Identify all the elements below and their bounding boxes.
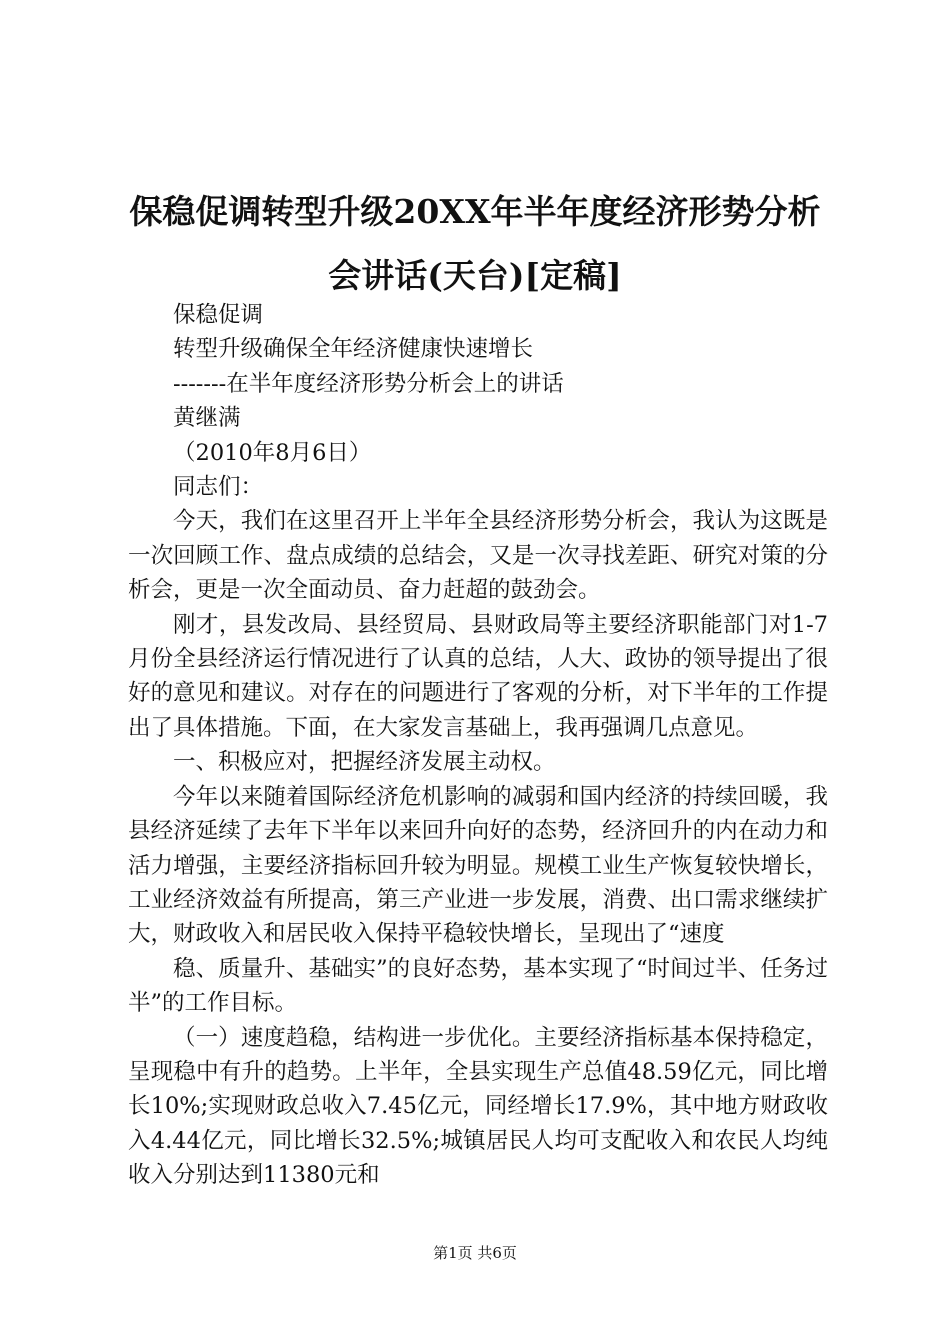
paragraph: 今天，我们在这里召开上半年全县经济形势分析会，我认为这既是一次回顾工作、盘点成绩的总结会，又是一次寻找差距、研究对策的分析会，更是一次全面动员、奋力赶超的鼓劲会。 [128, 508, 828, 604]
page-footer: 第1页 共6页 [433, 1244, 517, 1262]
paragraph: 今年以来随着国际经济危机影响的减弱和国内经济的持续回暖，我县经济延续了去年下半年以来回升向好的态势，经济回升的内在动力和活力增强，主要经济指标回升较为明显。规模工业生产恢复较快增长，工业经济效益有所提高，第三产业进一步发展，消费、出口需求继续扩大，财政收入和居民收入保持平稳较快增长，呈现出了“速度 [128, 783, 828, 948]
paragraph: （一）速度趋稳，结构进一步优化。主要经济指标基本保持稳定，呈现稳中有升的趋势。上半年，全县实现生产总值48.59亿元，同比增长10%;实现财政总收入7.45亿元，同经增长17.9%，其中地方财政收入4.44亿元，同比增长32.5%;城镇居民人均可支配收入和农民人均纯收入分别达到11380元和 [128, 1024, 828, 1189]
heading-line-2: 转型升级确保全年经济健康快速增长 [173, 336, 534, 363]
paragraph: 稳、质量升、基础实”的良好态势，基本实现了“时间过半、任务过半”的工作目标。 [128, 955, 828, 1017]
speech-date: （2010年8月6日） [173, 439, 372, 466]
document-body [128, 298, 828, 1193]
section-heading: 一、积极应对，把握经济发展主动权。 [173, 749, 556, 776]
heading-line-3: -------在半年度经济形势分析会上的讲话 [173, 370, 564, 397]
salutation: 同志们： [173, 474, 264, 501]
paragraph: 刚才，县发改局、县经贸局、县财政局等主要经济职能部门对1-7月份全县经济运行情况进行了认真的总结，人大、政协的领导提出了很好的意见和建议。对存在的问题进行了客观的分析，对下半年的工作提出了具体措施。下面，在大家发言基础上，我再强调几点意见。 [128, 611, 828, 741]
heading-line-1: 保稳促调 [173, 302, 264, 328]
document-title: 保稳促调转型升级20XX年半年度经济形势分析会讲话(天台)[定稿] [129, 192, 821, 295]
speaker-name: 黄继满 [173, 405, 241, 432]
